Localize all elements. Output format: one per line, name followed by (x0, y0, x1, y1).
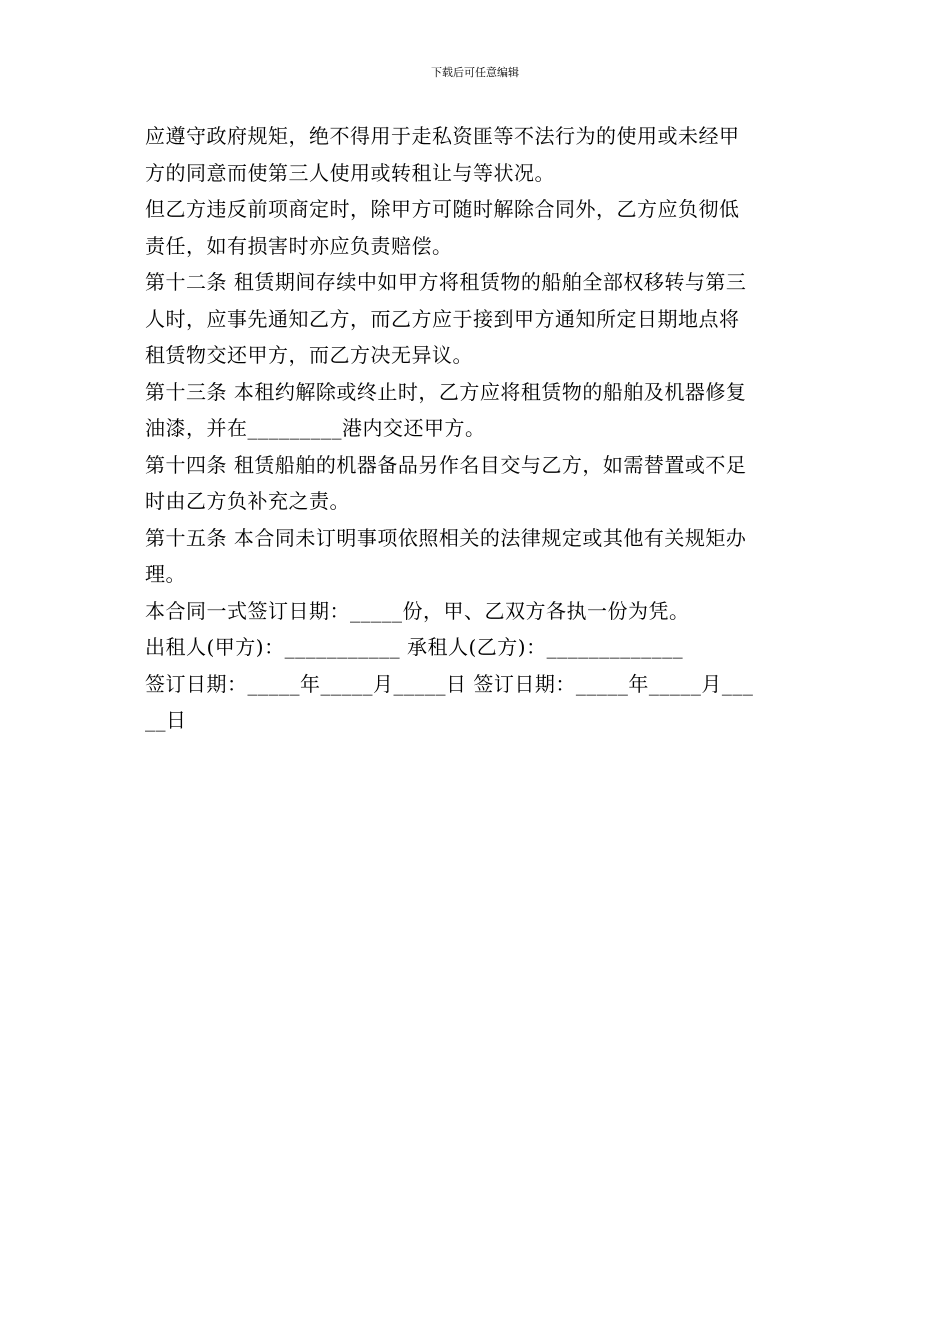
body-line: 应遵守政府规矩，绝不得用于走私资匪等不法行为的使用或未经甲 (145, 124, 740, 148)
body-line: 第十五条 本合同未订明事项依照相关的法律规定或其他有关规矩办 (145, 525, 747, 550)
body-line: 人时，应事先通知乙方，而乙方应于接到甲方通知所定日期地点将 (145, 306, 740, 331)
body-line: 第十三条 本租约解除或终止时，乙方应将租赁物的船舶及机器修复 (145, 379, 747, 404)
signature-line-dates-continued: __日 (145, 708, 187, 732)
body-line: 本合同一式签订日期：_____份，甲、乙双方各执一份为凭。 (145, 598, 690, 623)
page-header: 下载后可任意编辑 (431, 66, 519, 79)
signature-line-dates: 签订日期：_____年_____月_____日 签订日期：_____年_____月___ (145, 671, 754, 696)
body-line: 但乙方违反前项商定时，除甲方可随时解除合同外，乙方应负彻低 (145, 197, 740, 221)
signature-line-parties: 出租人(甲方)：___________ 承租人(乙方)：_____________ (145, 635, 684, 659)
body-line: 第十二条 租赁期间存续中如甲方将租赁物的船舶全部权移转与第三 (145, 270, 747, 294)
body-line: 油漆，并在_________港内交还甲方。 (145, 416, 486, 440)
body-line: 第十四条 租赁船舶的机器备品另作名目交与乙方，如需替置或不足 (145, 452, 747, 477)
document-body (145, 118, 810, 739)
body-line: 理。 (145, 562, 186, 586)
body-line: 租赁物交还甲方，而乙方决无异议。 (145, 343, 473, 367)
body-line: 时由乙方负补充之责。 (145, 489, 350, 513)
body-line: 责任，如有损害时亦应负责赔偿。 (145, 233, 453, 258)
body-line: 方的同意而使第三人使用或转租让与等状况。 (145, 160, 555, 185)
